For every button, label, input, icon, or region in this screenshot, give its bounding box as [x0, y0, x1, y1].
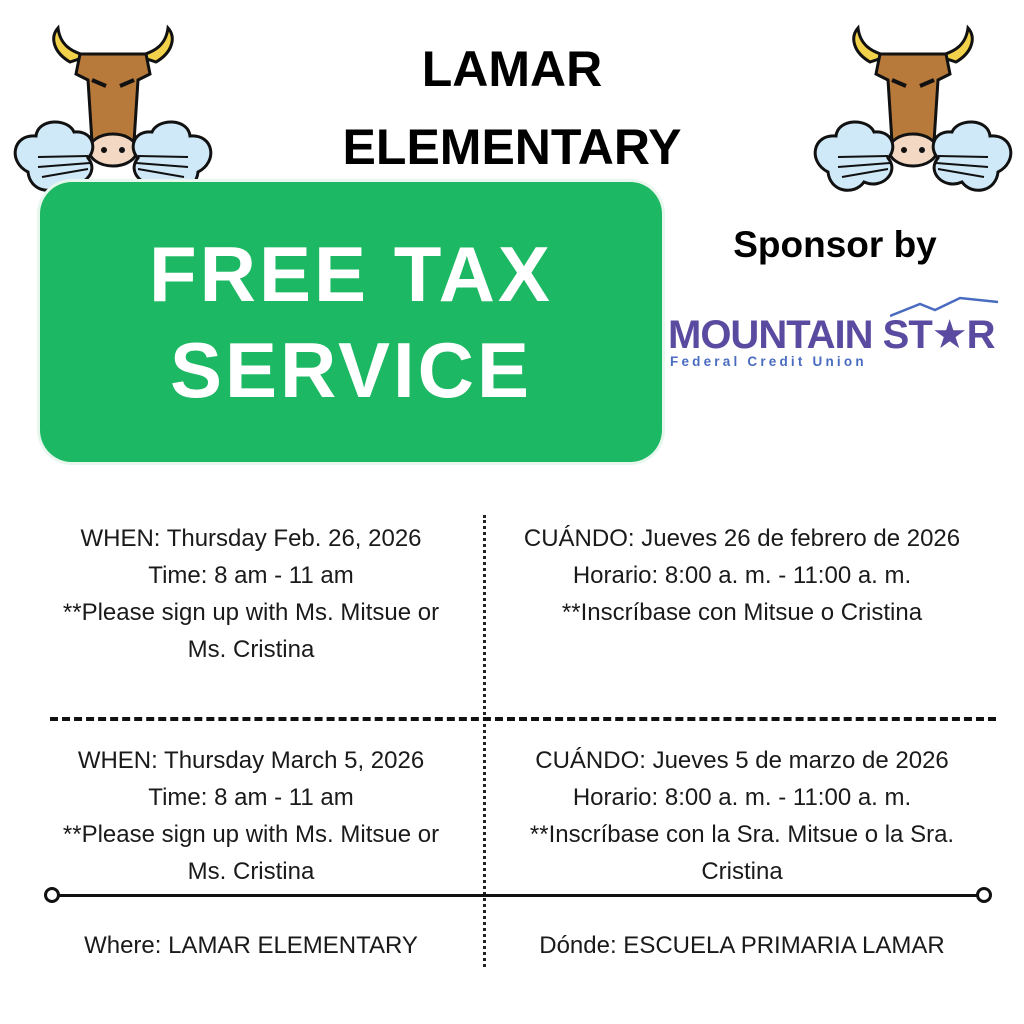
bull-mascot-icon: [8, 22, 218, 197]
sponsor-logo: MOUNTAIN ST★R: [668, 313, 995, 357]
session-when: CUÁNDO: Jueves 26 de febrero de 2026: [523, 525, 961, 552]
solid-divider: [54, 894, 980, 897]
dashed-divider: [50, 717, 996, 721]
location-spanish: Dónde: ESCUELA PRIMARIA LAMAR: [539, 932, 945, 959]
bull-mascot-icon: [808, 22, 1018, 197]
session-time: Time: 8 am - 11 am: [148, 562, 354, 589]
bull-mascot-icon-right: [808, 22, 1018, 197]
session-2-spanish: [494, 742, 990, 890]
banner-line-2: SERVICE: [169, 326, 533, 414]
bull-mascot-icon-left: [8, 22, 218, 197]
session-time: Horario: 8:00 a. m. - 11:00 a. m.: [572, 784, 912, 811]
session-time: Horario: 8:00 a. m. - 11:00 a. m.: [572, 562, 912, 589]
free-tax-banner: [40, 182, 662, 462]
session-signup: **Please sign up with Ms. Mitsue or: [62, 821, 440, 848]
session-1-spanish: [494, 520, 990, 631]
session-signup: **Inscríbase con la Sra. Mitsue o la Sra.: [529, 821, 955, 848]
sponsor-label: Sponsor by: [733, 224, 937, 265]
session-signup-cont: Ms. Cristina: [187, 636, 315, 663]
session-when: WHEN: Thursday Feb. 26, 2026: [80, 525, 422, 552]
banner-line-1: FREE TAX: [149, 230, 553, 318]
vertical-divider: [483, 515, 486, 967]
page-title: [300, 30, 724, 186]
session-2-english: [30, 742, 472, 890]
session-1-english: [30, 520, 472, 668]
location-english: Where: LAMAR ELEMENTARY: [84, 932, 418, 959]
session-signup: **Please sign up with Ms. Mitsue or: [62, 599, 440, 626]
session-time: Time: 8 am - 11 am: [148, 784, 354, 811]
session-when: CUÁNDO: Jueves 5 de marzo de 2026: [535, 747, 949, 774]
title-line-2: ELEMENTARY: [342, 119, 682, 175]
session-when: WHEN: Thursday March 5, 2026: [77, 747, 425, 774]
title-line-1: LAMAR: [421, 41, 603, 97]
session-signup-cont: Ms. Cristina: [187, 858, 315, 885]
session-signup-cont: Cristina: [701, 858, 783, 885]
sponsor-logo-subtitle: Federal Credit Union: [670, 354, 867, 369]
session-signup: **Inscríbase con Mitsue o Cristina: [561, 599, 923, 626]
